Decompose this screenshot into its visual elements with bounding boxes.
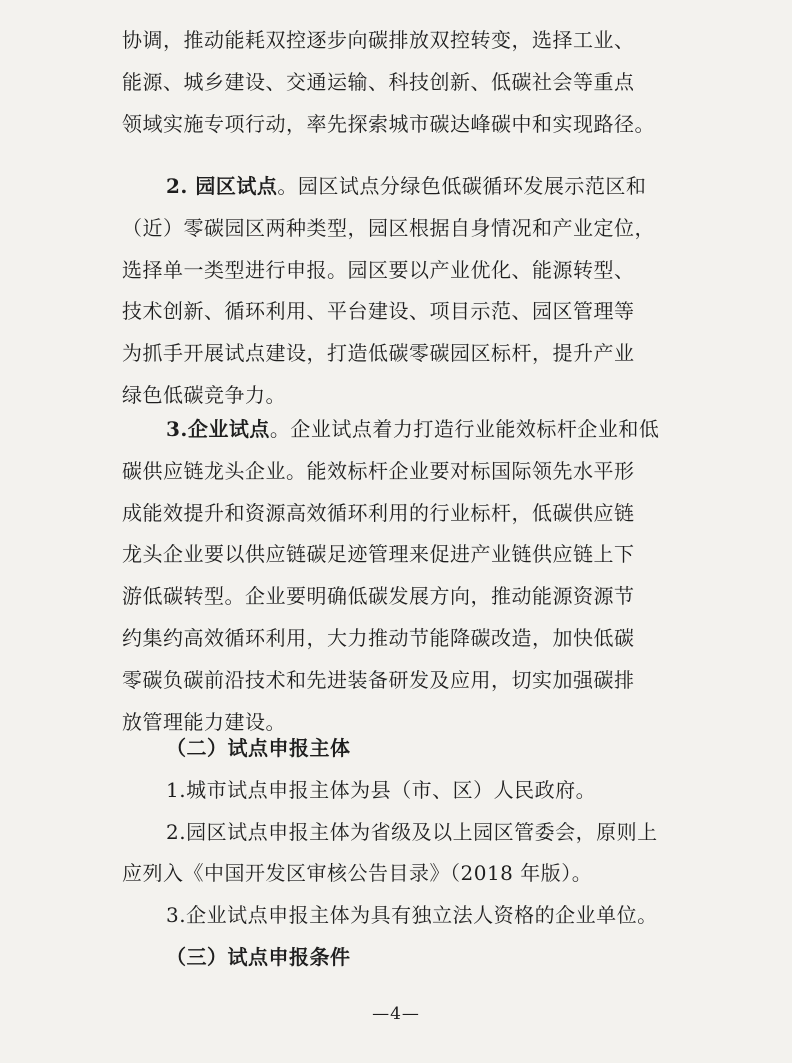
text-line: 协调，推动能耗双控逐步向碳排放双控转变，选择工业、: [122, 28, 635, 52]
application-subject-section: [122, 728, 690, 979]
text-line: 零碳负碳前沿技术和先进装备研发及应用，切实加强碳排: [122, 667, 635, 692]
list-item: 2.园区试点申报主体为省级及以上园区管委会，原则上: [166, 819, 658, 844]
text-line: 技术创新、循环利用、平台建设、项目示范、园区管理等: [122, 299, 635, 324]
enterprise-pilot-heading: 3.企业试点: [166, 417, 270, 441]
text-line: 领域实施专项行动，率先探索城市碳达峰碳中和实现路径。: [122, 111, 655, 136]
list-item: 1.城市试点申报主体为县（市、区）人民政府。: [166, 777, 597, 802]
text-line: 放管理能力建设。: [122, 709, 286, 734]
text-line: 游低碳转型。企业要明确低碳发展方向，推动能源资源节: [122, 584, 635, 609]
enterprise-pilot-paragraph: [122, 409, 690, 743]
park-pilot-heading: 2. 园区试点: [166, 174, 278, 198]
text-run: 。企业试点着力打造行业能效标杆企业和低: [269, 417, 660, 441]
section-heading: （三）试点申报条件: [166, 944, 351, 969]
text-line: [122, 409, 690, 451]
section-heading: （二）试点申报主体: [166, 736, 351, 760]
text-line: 成能效提升和资源高效循环利用的行业标杆，低碳供应链: [122, 500, 635, 525]
text-line: 约集约高效循环利用，大力推动节能降碳改造，加快低碳: [122, 625, 635, 650]
text-line: 为抓手开展试点建设，打造低碳零碳园区标杆，提升产业: [122, 341, 635, 366]
list-item: 3.企业试点申报主体为具有独立法人资格的企业单位。: [166, 903, 658, 928]
text-run: 。园区试点分绿色低碳循环发展示范区和: [277, 174, 647, 198]
list-item-continuation: 应列入《中国开发区审核公告目录》（2018 年版）。: [122, 861, 593, 886]
intro-paragraph: [122, 20, 690, 145]
page-number: —4—: [372, 1004, 420, 1024]
text-line: [122, 166, 690, 208]
text-line: 绿色低碳竞争力。: [122, 382, 286, 407]
text-line: 选择单一类型进行申报。园区要以产业优化、能源转型、: [122, 257, 635, 282]
text-line: 碳供应链龙头企业。能效标杆企业要对标国际领先水平形: [122, 458, 635, 483]
text-line: （近）零碳园区两种类型，园区根据自身情况和产业定位，: [122, 215, 655, 240]
text-line: 龙头企业要以供应链碳足迹管理来促进产业链供应链上下: [122, 542, 635, 567]
text-line: 能源、城乡建设、交通运输、科技创新、低碳社会等重点: [122, 69, 635, 94]
park-pilot-paragraph: [122, 166, 690, 417]
